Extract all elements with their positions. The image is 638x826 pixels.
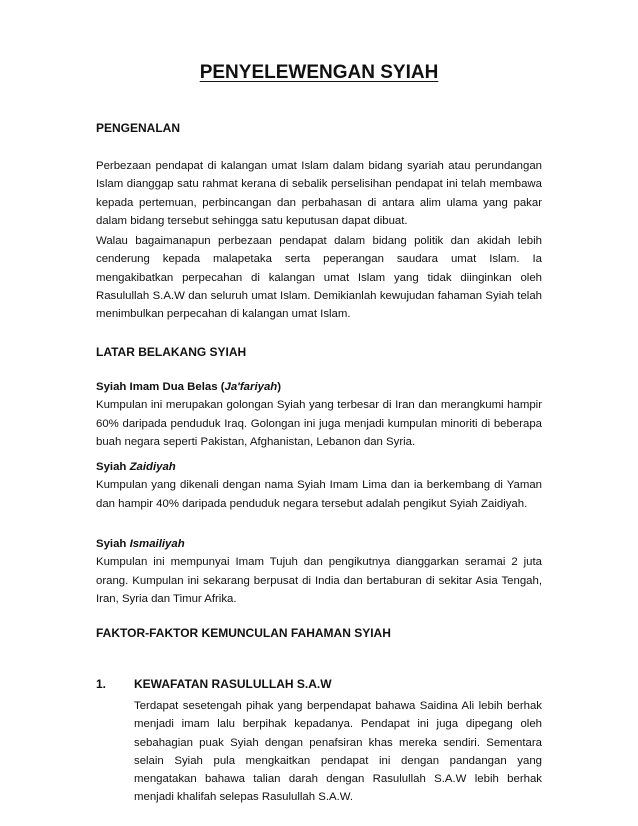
group-text: Kumpulan ini merupakan golongan Syiah yang terbesar di Iran dan merangkumi hampir 60% daripada penduduk Iraq. Golongan ini juga menjadi kumpulan minoriti di beberapa buah negara seperti Pakistan, Afghanistan, Lebanon dan Syria.: [96, 399, 542, 448]
document-title: PENYELEWENGAN SYIAH: [199, 62, 439, 83]
group-text: Kumpulan ini mempunyai Imam Tujuh dan pengikutnya dianggarkan seramai 2 juta orang. Kumpulan ini sekarang berpusat di India dan bertaburan di sekitar Asia Tengah, Iran, Syria dan Timur Afrika.: [96, 556, 542, 605]
group-jafariyah: [96, 378, 542, 451]
group-label: Syiah Imam Dua Belas (Ja'fariyah): [96, 381, 282, 393]
group-text: Kumpulan yang dikenali dengan nama Syiah Imam Lima dan ia berkembang di Yaman dan hampir 40% daripada penduduk negara tersebut adalah pengikut Syiah Zaidiyah.: [96, 479, 542, 510]
item-text: Terdapat sesetengah pihak yang berpendapat bahawa Saidina Ali lebih berhak menjadi imam lalu berpihak kepadanya. Pendapat ini juga dipegang oleh sebahagian puak Syiah dengan penafsiran khas mereka sendiri. Sementara selain Syiah pula mengkaitkan pendapat ini dengan pandangan yang mengatakan bahawa talian darah dengan Rasulullah S.A.W lebih berhak menjadi khalifah selepas Rasulullah S.A.W.: [134, 700, 542, 804]
group-zaidiyah: [96, 458, 542, 513]
section-heading-latar: LATAR BELAKANG SYIAH: [96, 345, 247, 359]
section-heading-pengenalan: PENGENALAN: [96, 121, 181, 135]
group-ismailiyah: [96, 535, 542, 608]
paragraph-pengenalan-1: Perbezaan pendapat di kalangan umat Islam dalam bidang syariah atau perundangan Islam dianggap satu rahmat kerana di sebalik perselisihan pendapat ini telah membawa kepada pertemuan, perbincangan dan perbahasan di antara alim ulama yang pakar dalam bidang tersebut sehingga satu keputusan dapat dibuat.: [96, 160, 542, 227]
item-number: 1.: [96, 677, 107, 691]
item-title: KEWAFATAN RASULULLAH S.A.W: [134, 677, 332, 691]
paragraph-pengenalan-2: Walau bagaimanapun perbezaan pendapat dalam bidang politik dan akidah lebih cenderung kepada malapetaka serta peperangan saudara umat Islam. Ia mengakibatkan perpecahan di kalangan umat Islam yang tidak diinginkan oleh Rasulullah S.A.W dan seluruh umat Islam. Demikianlah kewujudan fahaman Syiah telah menimbulkan perpecahan di kalangan umat Islam.: [96, 235, 542, 321]
section-heading-faktor: FAKTOR-FAKTOR KEMUNCULAN FAHAMAN SYIAH: [96, 626, 391, 640]
group-label: Syiah Zaidiyah: [96, 461, 176, 473]
group-label: Syiah Ismailiyah: [96, 538, 185, 550]
